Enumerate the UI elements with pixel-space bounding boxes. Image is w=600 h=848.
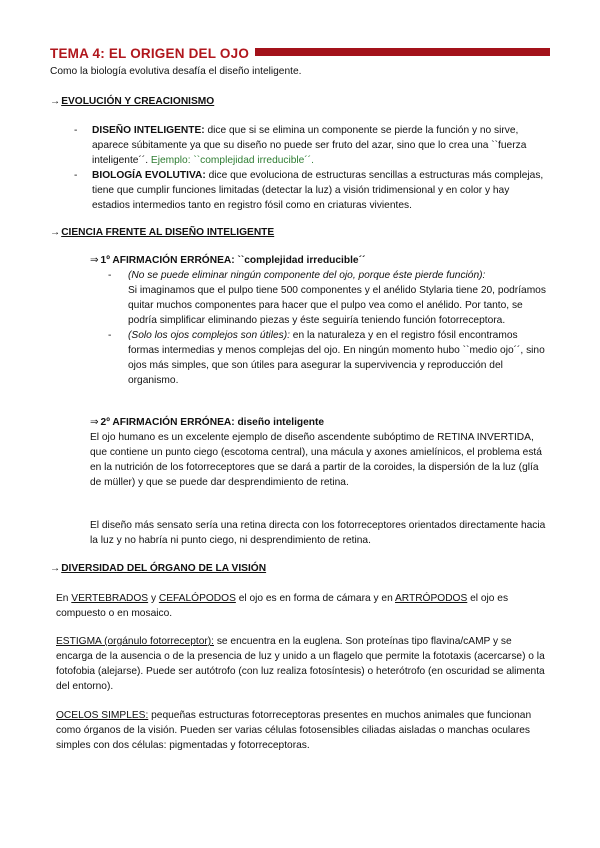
list-item-diseno-inteligente: - DISEÑO INTELIGENTE: dice que si se elimina un componente se pierde la función y no sirve, aparece súbitamente ya que su diseño no puede ser fruto del azar, sino que lo crea una ``fuerza inteligente´´. Ejemplo: ``complejidad irreducible´´. xyxy=(74,125,527,166)
title-row xyxy=(50,44,550,62)
list-item: - (Solo los ojos complejos son útiles): en la naturaleza y en el registro fósil encontramos formas intermedias y menos complejas del ojo. En ningún momento hubo ``medio ojo´´, sino ojos más simples, que son útiles para asegurar la supervivencia y reproducción del organismo. xyxy=(108,330,545,386)
afirmacion-1-heading: ⇒ 1º AFIRMACIÓN ERRÓNEA: ``complejidad irreducible´´ xyxy=(90,255,366,266)
afirmacion-2-paragraph-1: El ojo humano es un excelente ejemplo de diseño ascendente subóptimo de RETINA INVERTIDA, que contiene un punto ciego (escotoma central), una mácula y axones amielínicos, el problema está en la nutrición de los fotorreceptores que se dará a partir de la coroides, la dispersión de la luz (glía de müller) y que se puede dar desprendimiento de retina. xyxy=(90,432,542,488)
afirmacion-2-paragraph-2: El diseño más sensato sería una retina directa con los fotorreceptores orientados directamente hacia la luz y no habría ni punto ciego, ni desprendimiento de retina. xyxy=(90,520,546,546)
arrow-icon: → xyxy=(50,227,61,238)
diversidad-paragraph-ocelos: OCELOS SIMPLES: pequeñas estructuras fotorreceptoras presentes en muchos animales que funcionan como órganos de la visión. Pueden ser varias células fotosensibles ciliadas aisladas o manchas oculares simples con dos células: pigmentadas y fotorreceptoras. xyxy=(56,710,532,751)
title-decoration-bar xyxy=(255,48,550,56)
page-subtitle: Como la biología evolutiva desafía el diseño inteligente. xyxy=(50,66,302,77)
bullet-dash: - xyxy=(108,330,112,341)
diversidad-paragraph-estigma: ESTIGMA (orgánulo fotorreceptor): se encuentra en la euglena. Son proteínas tipo flavina/cAMP y se encarga de la ausencia o de la presencia de luz y unido a un flagelo que permite la fototaxis (acercarse) o la fotofobia (alejarse). Puede ser autótrofo (con luz realiza fotosíntesis) o heterótrofo (en oscuridad se alimenta del entorno). xyxy=(56,636,545,692)
section-heading-evolucion: →EVOLUCIÓN Y CREACIONISMO xyxy=(50,96,215,107)
page-title: TEMA 4: EL ORIGEN DEL OJO xyxy=(50,45,250,61)
diversidad-paragraph-1: En VERTEBRADOS y CEFALÓPODOS el ojo es en forma de cámara y en ARTRÓPODOS el ojo es compuesto o en mosaico. xyxy=(56,593,509,619)
bullet-dash: - xyxy=(74,125,78,136)
bullet-dash: - xyxy=(74,170,78,181)
arrow-icon: → xyxy=(50,563,61,574)
example-text: Ejemplo: ``complejidad irreducible´´. xyxy=(150,155,314,166)
arrow-icon: → xyxy=(50,96,61,107)
afirmacion-2-heading: ⇒ 2º AFIRMACIÓN ERRÓNEA: diseño inteligente xyxy=(90,417,325,428)
bullet-dash: - xyxy=(108,270,112,281)
implies-icon: ⇒ xyxy=(90,255,99,266)
evolucion-list xyxy=(74,123,544,213)
implies-icon: ⇒ xyxy=(90,417,99,428)
list-item: - (No se puede eliminar ningún componente del ojo, porque éste pierde función): Si imaginamos que el pulpo tiene 500 componentes y el anélido Stylaria tiene 20, podríamos quitar muchos componentes para hacer que el pulpo vea como el anélido. Por tanto, se podría simplificar eliminando piezas y éste seguiría teniendo función fotorreceptora. xyxy=(108,270,546,326)
list-item-biologia-evolutiva: - BIOLOGÍA EVOLUTIVA: dice que evoluciona de estructuras sencillas a estructuras más complejas, tiene que cumplir funciones limitadas (detectar la luz) a visión tridimensional y en color y hay estadios intermedios tanto en registro fósil como en criaturas vivientes. xyxy=(74,170,544,211)
section-heading-diversidad: →DIVERSIDAD DEL ÓRGANO DE LA VISIÓN xyxy=(50,563,267,574)
afirmacion-1-list xyxy=(108,268,548,388)
section-heading-ciencia: →CIENCIA FRENTE AL DISEÑO INTELIGENTE xyxy=(50,227,275,238)
